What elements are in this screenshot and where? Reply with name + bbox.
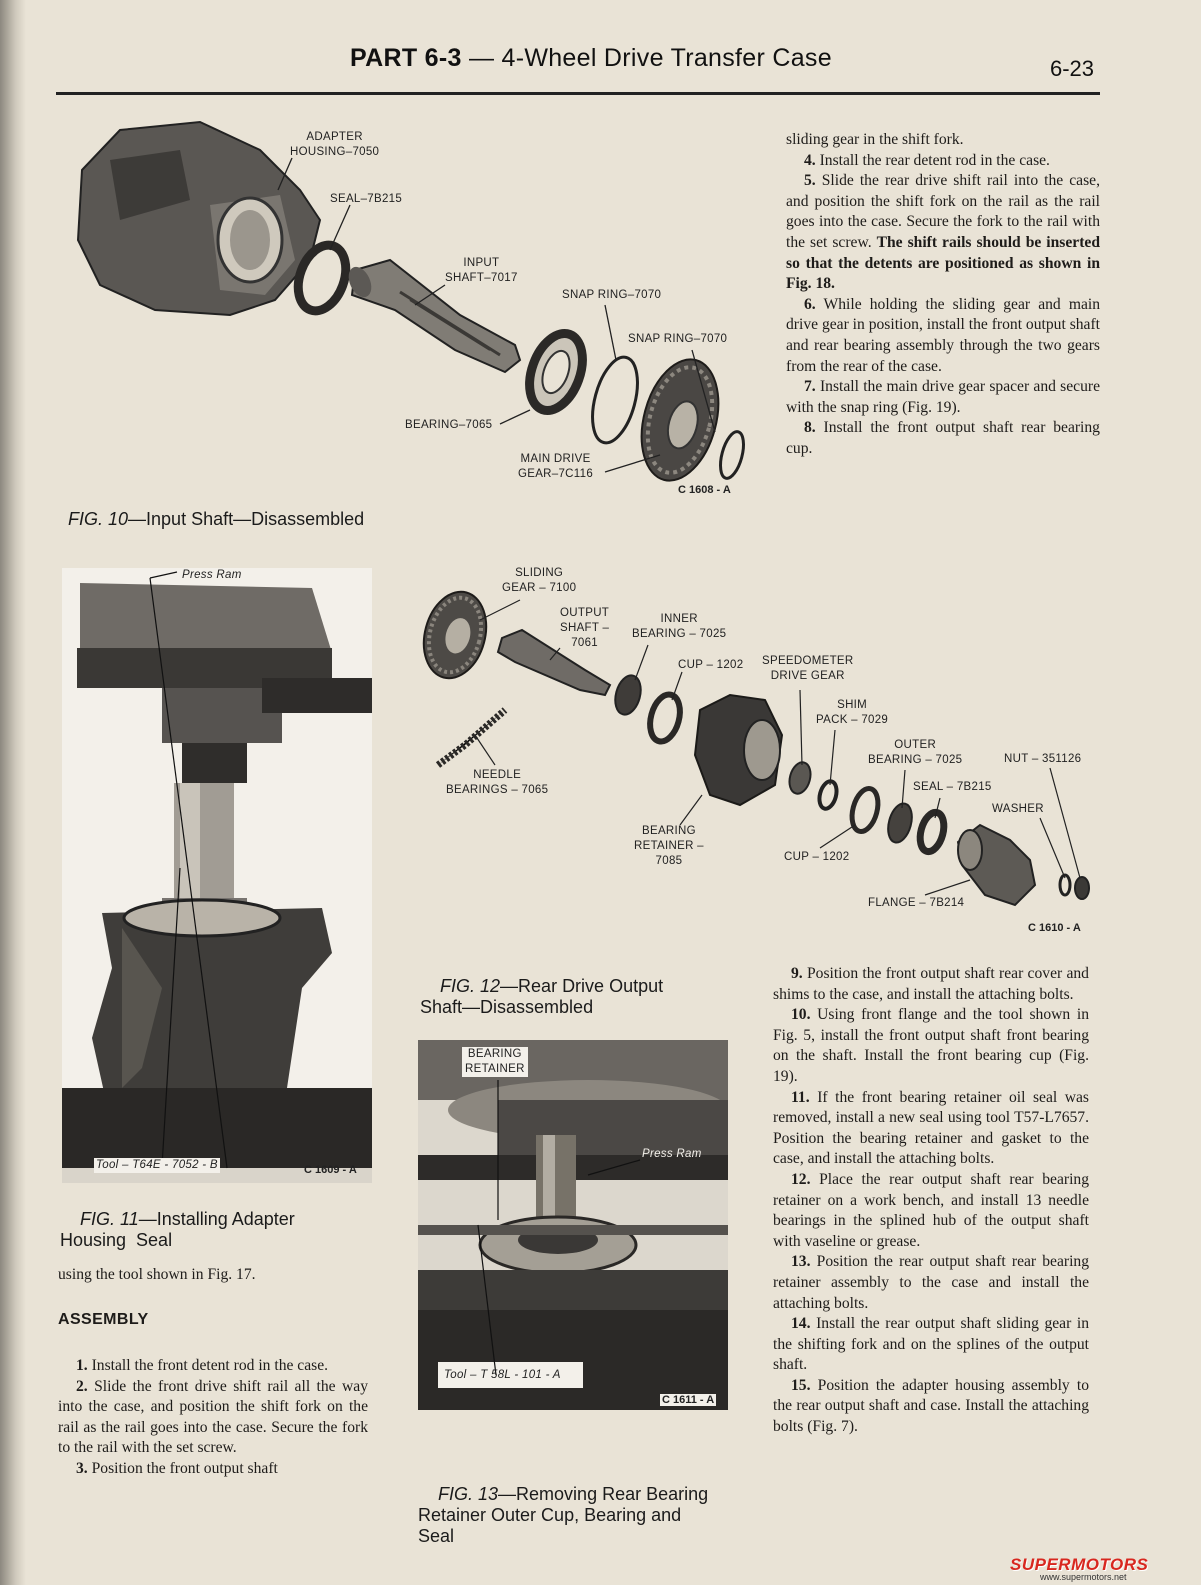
fig10-code: C 1608 - A: [678, 484, 731, 496]
fig12-label-outer-bearing: OUTER BEARING – 7025: [868, 739, 963, 766]
fig13-label-press-ram: Press Ram: [642, 1148, 702, 1160]
fig10-caption: [68, 509, 364, 530]
fig12-label-flange: FLANGE – 7B214: [868, 897, 965, 909]
fig13-label-bearing-retainer: BEARING RETAINER: [462, 1047, 528, 1077]
right-step-8: 8. Install the front output shaft rear bearing cup.: [786, 419, 1100, 457]
fig13-drawing: [418, 1040, 728, 1410]
fig10-label-main-drive-gear: MAIN DRIVE GEAR–7C116: [518, 453, 594, 480]
supermotors-watermark: [1010, 1557, 1188, 1581]
left-step-2: 2. Slide the front drive shift rail all the way into the case, and position the shift fork on the rail as the rail goes into the case. Secure the fork to the rail with the set screw.: [58, 1377, 369, 1457]
fig10-label-seal: SEAL–7B215: [330, 193, 403, 205]
header-dash: —: [468, 44, 495, 72]
fig12-label-cup-1: CUP – 1202: [678, 659, 744, 671]
right-step-13: 13. Position the rear output shaft rear bearing retainer assembly to the case and install the attaching bolts.: [773, 1253, 1089, 1312]
fig11-label-tool: Tool – T64E - 7052 - B: [96, 1159, 218, 1171]
fig11-caption: [60, 1188, 295, 1272]
fig12-code: C 1610 - A: [1028, 922, 1081, 934]
right-step-10: 10. Using front flange and the tool shown in Fig. 5, install the front output shaft front bearing on the shaft. Install the front bearing cup (Fig. 19).: [773, 1006, 1089, 1085]
fig12-label-shim-pack: SHIM PACK – 7029: [816, 699, 889, 726]
fig10-drawing: [60, 110, 760, 530]
right-step-15: 15. Position the adapter housing assembly to the rear output shaft and case. Install the attaching bolts (Fig. 7).: [773, 1376, 1089, 1436]
header-rule: [56, 92, 1100, 95]
fig10-illustration: [60, 110, 760, 530]
fig12-label-bearing-retainer: BEARING RETAINER – 7085: [634, 825, 704, 867]
header-title-text: 4-Wheel Drive Transfer Case: [501, 44, 832, 72]
fig12-label-output-shaft: OUTPUT SHAFT – 7061: [560, 607, 610, 649]
fig13-caption-text: —Removing Rear Bearing Retainer Outer Cup, Bearing and Seal: [418, 1484, 709, 1546]
assembly-heading: ASSEMBLY: [58, 1311, 149, 1328]
right-step-12: 12. Place the rear output shaft rear bearing retainer on a work bench, and install 13 needle bearings in the splined hub of the output shaft with vaseline or grease.: [773, 1170, 1089, 1250]
fig12-label-needle-bearings: NEEDLE BEARINGS – 7065: [446, 769, 549, 796]
right-step-11: 11. If the front bearing retainer oil seal was removed, install a new seal using tool T57-L7657. Position the bearing retainer and gasket to the case, and install the attaching bolts.: [773, 1088, 1089, 1168]
fig12-label-seal: SEAL – 7B215: [913, 781, 992, 793]
page-binding-shadow: [0, 0, 26, 1585]
watermark-brand: SUPERMOTORS: [1010, 1555, 1149, 1574]
fig11-label-press-ram: Press Ram: [182, 569, 242, 581]
right-step-4: 4. Install the rear detent rod in the case.: [804, 151, 1050, 169]
fig13-label-tool: Tool – T 58L - 101 - A: [444, 1369, 561, 1381]
fig12-illustration: [410, 560, 1100, 945]
fig12-label-speedometer: SPEEDOMETER DRIVE GEAR: [762, 655, 854, 682]
page-header-title: [350, 44, 832, 73]
fig10-label-bearing: BEARING–7065: [405, 419, 493, 431]
fig12-caption-number: FIG. 12: [440, 976, 501, 996]
left-column-steps: [58, 1356, 368, 1480]
left-step-1: 1. Install the front detent rod in the case.: [76, 1357, 329, 1374]
fig12-caption: [420, 955, 663, 1039]
fig11-photo: [62, 568, 372, 1183]
right-step-7: 7. Install the main drive gear spacer and secure with the snap ring (Fig. 19).: [786, 378, 1100, 416]
fig12-label-washer: WASHER: [992, 803, 1044, 815]
fig12-drawing: [410, 560, 1100, 945]
fig10-label-adapter-housing: ADAPTER HOUSING–7050: [290, 131, 380, 158]
watermark-url: www.supermotors.net: [1040, 1572, 1127, 1582]
header-part: PART 6-3: [350, 44, 462, 72]
fig10-label-snap-ring-1: SNAP RING–7070: [562, 289, 662, 301]
fig13-caption: [418, 1463, 708, 1568]
fig12-label-cup-2: CUP – 1202: [784, 851, 850, 863]
fig10-caption-number: FIG. 10: [68, 509, 129, 529]
fig11-code: C 1609 - A: [304, 1164, 357, 1176]
fig10-label-snap-ring-2: SNAP RING–7070: [628, 333, 728, 345]
fig12-label-inner-bearing: INNER BEARING – 7025: [632, 613, 727, 640]
right-column-bottom: [773, 964, 1089, 1438]
fig11-caption-number: FIG. 11: [80, 1209, 139, 1229]
right-step-6: 6. While holding the sliding gear and main drive gear in position, install the front output shaft and rear bearing assembly through the two gears from the rear of the case.: [786, 295, 1100, 375]
left-step-3: 3. Position the front output shaft: [76, 1459, 278, 1477]
fig13-caption-number: FIG. 13: [438, 1484, 499, 1504]
fig12-caption-text: —Rear Drive Output Shaft—Disassembled: [420, 976, 664, 1017]
fig13-photo: [418, 1040, 728, 1410]
page-number: 6-23: [1050, 56, 1095, 81]
right-column-top: [786, 130, 1100, 460]
fig12-label-sliding-gear: SLIDING GEAR – 7100: [502, 567, 577, 594]
fig13-code: C 1611 - A: [662, 1394, 715, 1406]
right-step-5: 5. Slide the rear drive shift rail into the case, and position the shift fork on the rail as the rail goes into the case. Secure the fork to the rail with the set screw. The shift rails should be inserted so that the detents are positioned as shown in Fig. 18.: [786, 172, 1100, 293]
fig10-caption-text: —Input Shaft—Disassembled: [128, 509, 365, 529]
fig12-label-nut: NUT – 351126: [1004, 753, 1082, 765]
fig10-label-input-shaft: INPUT SHAFT–7017: [445, 257, 518, 284]
right-continuation: sliding gear in the shift fork.: [786, 131, 964, 148]
fig11-drawing: [62, 568, 372, 1183]
right-step-14: 14. Install the rear output shaft sliding gear in the shifting fork and on the splines of the output shaft.: [773, 1315, 1089, 1374]
fig11-caption-text: —Installing Adapter Housing Seal: [60, 1209, 295, 1250]
right-step-9: 9. Position the front output shaft rear cover and shims to the case, and install the attaching bolts.: [773, 965, 1089, 1003]
left-continuation: using the tool shown in Fig. 17.: [58, 1266, 256, 1283]
